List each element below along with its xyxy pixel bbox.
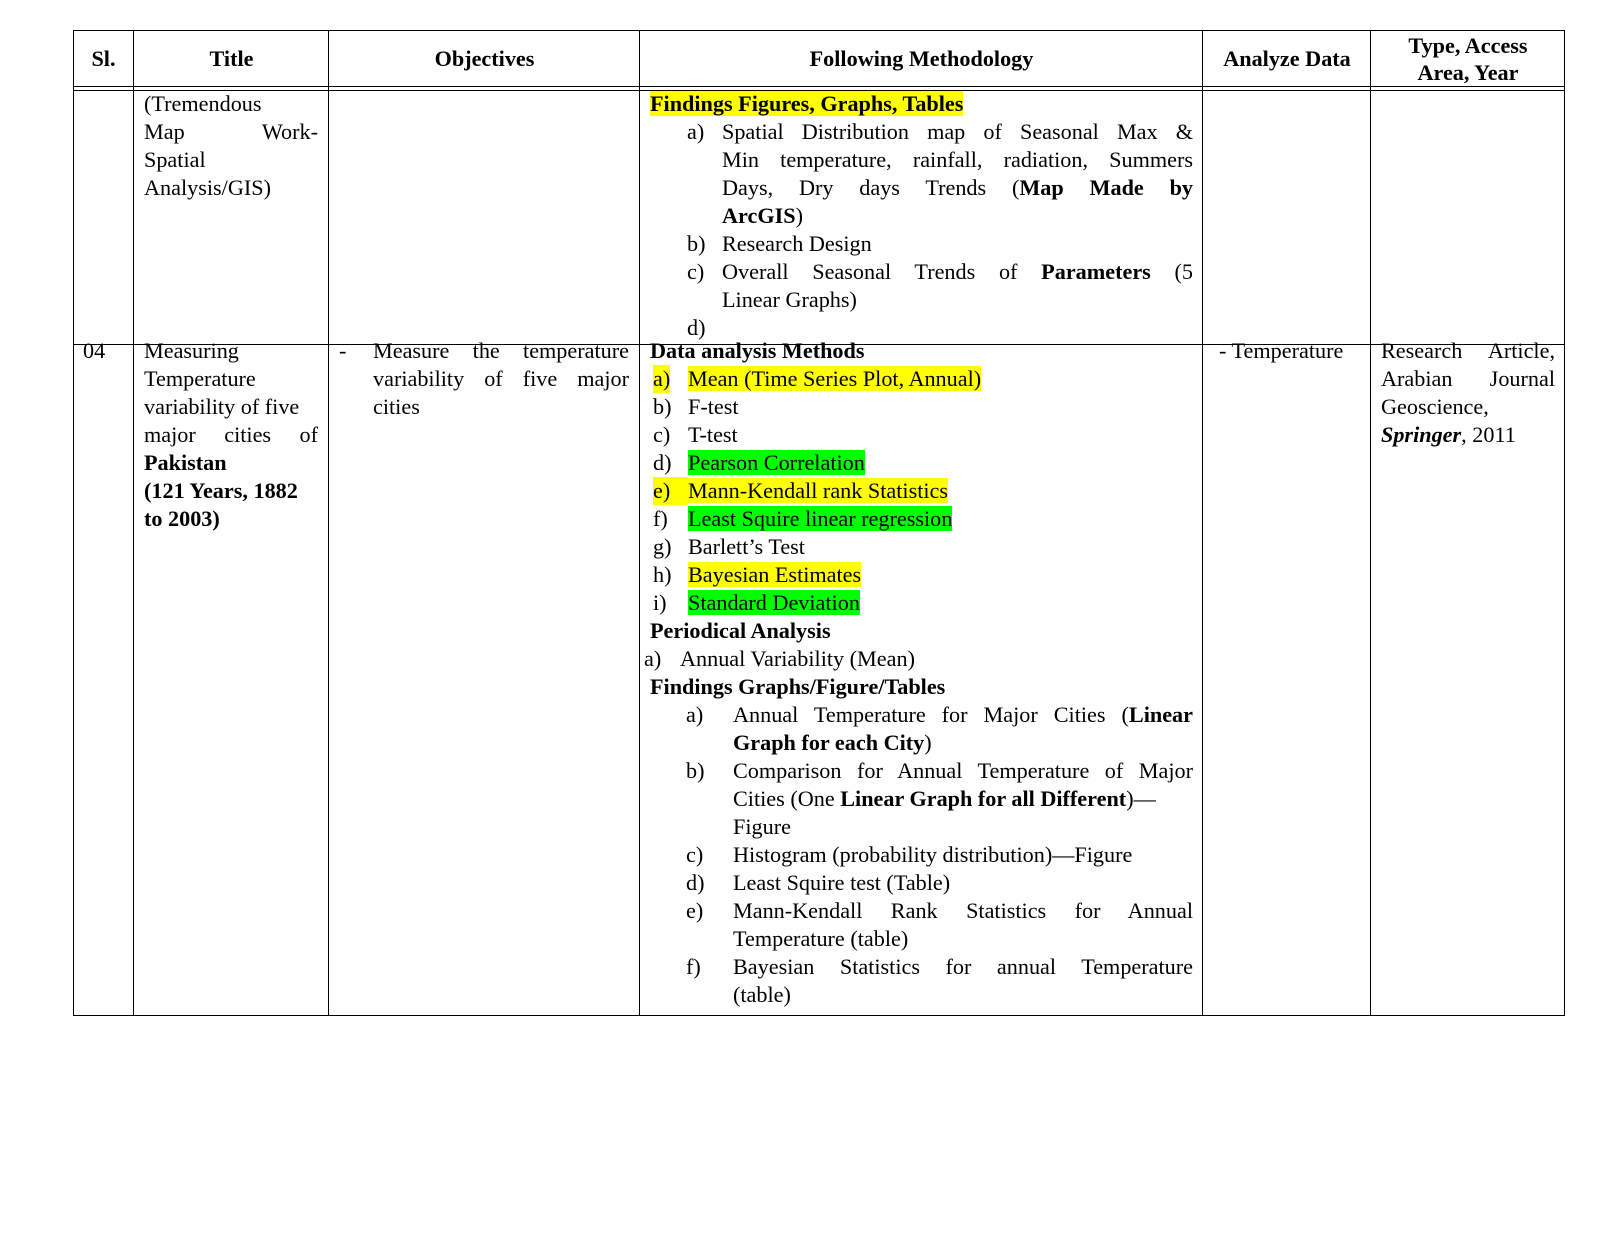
list-marker: h) <box>653 562 672 587</box>
header-type-line2: Area, Year <box>1417 59 1519 85</box>
list-marker: b) <box>653 394 672 419</box>
list-item <box>644 645 1193 673</box>
objective-line: variability of five major <box>373 366 629 391</box>
objective-item <box>339 337 629 421</box>
method-label-highlighted: Bayesian Estimates <box>688 562 862 587</box>
list-text: ) <box>795 203 803 228</box>
row2-analyze-cell <box>1213 337 1363 365</box>
list-text: (5 <box>1150 259 1194 284</box>
list-line: Comparison for Annual Temperature of Major <box>733 758 1193 783</box>
list-line <box>733 701 1193 729</box>
list-marker: a) <box>686 702 704 727</box>
list-line <box>722 202 1193 230</box>
list-text: ) <box>924 730 932 755</box>
list-text: Cities (One <box>733 786 841 811</box>
title-line: Measuring <box>144 338 239 363</box>
objective-dash: - <box>339 338 347 363</box>
list-item <box>650 230 1193 258</box>
header-title <box>134 30 329 87</box>
findings-heading: Findings Figures, Graphs, Tables <box>650 91 964 116</box>
header-sl-text: Sl. <box>91 45 116 71</box>
column-rule <box>133 30 134 1016</box>
title-line: Analysis/GIS) <box>144 175 271 200</box>
method-label-highlighted: Least Squire linear regression <box>688 506 953 531</box>
header-sl <box>73 30 134 87</box>
list-item <box>650 118 1193 230</box>
list-item <box>644 841 1193 869</box>
periodical-label: Annual Variability (Mean) <box>680 646 915 671</box>
title-line: Spatial <box>144 147 206 172</box>
method-label: Barlett’s Test <box>688 534 805 559</box>
list-marker: a) <box>653 366 671 391</box>
list-marker: b) <box>686 758 705 783</box>
list-item <box>644 589 1193 617</box>
list-marker: c) <box>686 842 704 867</box>
title-word: Map <box>144 119 185 144</box>
title-line-bold: Pakistan <box>144 450 227 475</box>
list-line: Min temperature, rainfall, radiation, Summers <box>722 147 1193 172</box>
type-line: Geoscience, <box>1381 394 1489 419</box>
list-marker: i) <box>653 590 667 615</box>
row2-type-cell <box>1381 337 1555 449</box>
objective-line: cities <box>373 394 420 419</box>
list-marker: d) <box>686 870 705 895</box>
list-marker: a) <box>644 646 662 671</box>
method-label-highlighted: Mean (Time Series Plot, Annual) <box>688 366 982 391</box>
list-item <box>644 477 1193 505</box>
list-line: Mann-Kendall Rank Statistics for Annual <box>733 898 1193 923</box>
list-text-bold: Map Made by <box>1019 175 1193 200</box>
type-line: Research Article, <box>1381 338 1555 363</box>
objective-line: Measure the temperature <box>373 338 629 363</box>
header-objectives-text: Objectives <box>434 45 535 71</box>
list-marker: c) <box>653 422 671 447</box>
list-text-bold: Linear <box>1128 702 1193 727</box>
column-rule <box>328 30 329 1016</box>
header-type-access <box>1371 30 1565 87</box>
list-text: Days, Dry days Trends ( <box>722 175 1020 200</box>
title-line-bold: to 2003) <box>144 506 220 531</box>
row2-title-cell <box>144 337 318 533</box>
row1-methodology-cell <box>650 90 1193 342</box>
list-marker: c) <box>687 259 705 284</box>
list-marker: f) <box>686 954 701 979</box>
list-item <box>644 561 1193 589</box>
list-text-bold: Graph for each City <box>733 730 925 755</box>
header-type-line1: Type, Access <box>1408 32 1528 58</box>
list-text-bold: Linear Graph for all Different <box>840 786 1127 811</box>
list-item <box>644 365 1193 393</box>
list-text: )— <box>1126 786 1156 811</box>
list-item <box>644 897 1193 953</box>
list-line <box>722 258 1193 286</box>
list-item <box>644 701 1193 757</box>
row1-title-cell <box>144 90 318 202</box>
table-border-right <box>1564 30 1565 1016</box>
column-rule <box>1202 30 1203 1016</box>
list-line <box>722 174 1193 202</box>
list-marker: f) <box>653 506 668 531</box>
column-rule <box>639 30 640 1016</box>
list-item <box>644 505 1193 533</box>
method-label: T-test <box>688 422 738 447</box>
list-item <box>644 393 1193 421</box>
method-label-highlighted: Pearson Correlation <box>688 450 865 475</box>
list-marker: a) <box>687 119 705 144</box>
publisher-name: Springer <box>1381 422 1462 447</box>
list-line <box>733 729 1193 757</box>
periodical-heading: Periodical Analysis <box>650 618 831 643</box>
title-word: Work- <box>261 119 318 144</box>
table-border-bottom <box>73 1015 1565 1016</box>
list-line: Least Squire test (Table) <box>733 870 951 895</box>
list-text-bold: ArcGIS <box>722 203 796 228</box>
header-objectives <box>329 30 640 87</box>
header-analyze-text: Analyze Data <box>1223 45 1351 71</box>
header-analyze-data <box>1203 30 1371 87</box>
method-label-highlighted: Mann-Kendall rank Statistics <box>688 478 949 503</box>
list-marker: e) <box>653 477 688 505</box>
method-label-highlighted: Standard Deviation <box>688 590 860 615</box>
list-item <box>650 258 1193 314</box>
header-methodology <box>640 30 1203 87</box>
list-line: Histogram (probability distribution)—Figure <box>733 842 1133 867</box>
title-line-bold: (121 Years, 1882 <box>144 478 298 503</box>
title-line: major cities of <box>144 422 318 447</box>
list-line: Spatial Distribution map of Seasonal Max & <box>722 119 1193 144</box>
row2-methodology-cell <box>644 337 1193 1009</box>
list-line <box>733 785 1193 813</box>
list-item <box>644 421 1193 449</box>
findings-heading: Findings Graphs/Figure/Tables <box>650 674 946 699</box>
list-text-bold: Parameters <box>1041 259 1151 284</box>
column-rule <box>1370 30 1371 1016</box>
title-line: Temperature <box>144 366 256 391</box>
list-marker: b) <box>687 231 706 256</box>
list-line: Temperature (table) <box>733 926 909 951</box>
row2-sl-cell <box>83 337 128 365</box>
review-table <box>73 30 1565 1016</box>
list-line: Research Design <box>722 231 872 256</box>
row2-objectives-cell <box>339 337 629 421</box>
publication-year: , 2011 <box>1461 422 1516 447</box>
list-item <box>644 757 1193 841</box>
list-line: Bayesian Statistics for annual Temperature <box>733 954 1193 979</box>
header-methodology-text: Following Methodology <box>809 45 1034 71</box>
list-marker: d) <box>653 450 672 475</box>
row-number: 04 <box>83 338 106 363</box>
list-line: (table) <box>733 982 791 1007</box>
title-line: (Tremendous <box>144 91 262 116</box>
list-marker: e) <box>686 898 704 923</box>
table-border-left <box>73 30 74 1016</box>
method-label: F-test <box>688 394 739 419</box>
list-line: Linear Graphs) <box>722 287 857 312</box>
list-line: Figure <box>733 814 791 839</box>
analyze-value: - Temperature <box>1219 338 1344 363</box>
title-line: variability of five <box>144 394 300 419</box>
list-item <box>644 533 1193 561</box>
list-item <box>644 953 1193 1009</box>
type-line: Arabian Journal <box>1381 366 1555 391</box>
list-item <box>644 449 1193 477</box>
list-item <box>644 869 1193 897</box>
type-line <box>1381 421 1555 449</box>
methods-heading: Data analysis Methods <box>650 338 865 363</box>
header-title-text: Title <box>209 45 254 71</box>
list-text: Overall Seasonal Trends of <box>722 259 1042 284</box>
list-marker: g) <box>653 534 672 559</box>
list-text: Annual Temperature for Major Cities ( <box>733 702 1129 727</box>
list-marker: d) <box>687 315 706 340</box>
title-line <box>144 118 318 146</box>
